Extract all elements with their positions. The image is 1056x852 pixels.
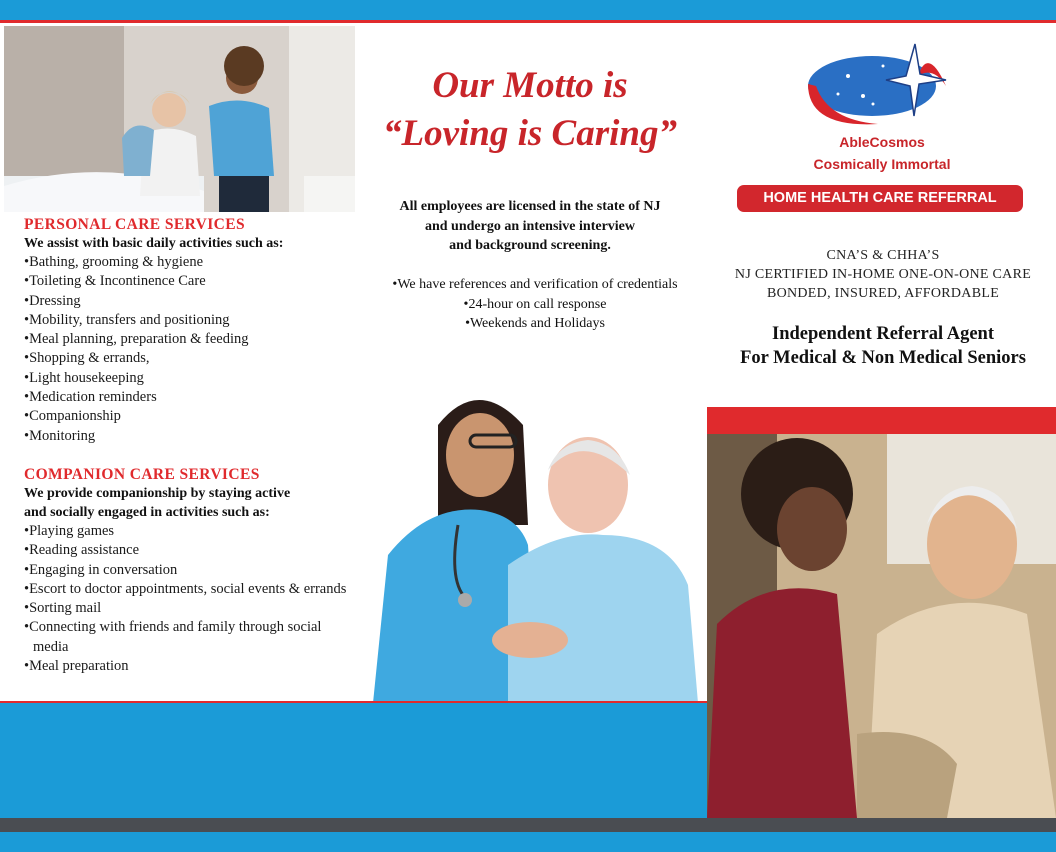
list-item: • 24-hour on call response	[365, 295, 705, 315]
list-item: • Toileting & Incontinence Care	[24, 272, 354, 291]
list-item: • We have references and verification of credentials	[365, 275, 705, 295]
list-item: • Mobility, transfers and positioning	[24, 311, 354, 330]
top-blue-bar	[0, 0, 1056, 20]
motto-line1: Our Motto is	[432, 65, 628, 106]
motto-heading	[365, 62, 695, 158]
cosmos-star-logo-icon	[768, 36, 996, 126]
companion-care-list	[24, 522, 349, 676]
list-item: • Meal preparation	[24, 657, 349, 676]
companion-care-intro-line1: We provide companionship by staying active	[24, 486, 291, 501]
certifications	[720, 246, 1046, 303]
list-item: • Light housekeeping	[24, 369, 354, 388]
agent-line1: Independent Referral Agent	[772, 324, 994, 344]
employees-statement	[370, 197, 690, 256]
companion-care-section	[24, 465, 349, 676]
list-item: • Monitoring	[24, 427, 354, 446]
list-item: • Bathing, grooming & hygiene	[24, 253, 354, 272]
list-item: • Connecting with friends and family through social media	[24, 618, 349, 657]
list-item: • Shopping & errands,	[24, 349, 354, 368]
employees-line3: and background screening.	[449, 238, 611, 253]
list-item: • Companionship	[24, 407, 354, 426]
referral-group-banner: HOME HEALTH CARE REFERRAL GROUP	[737, 185, 1023, 212]
personal-care-intro: We assist with basic daily activities such as:	[24, 236, 284, 251]
photo-caregiver-dressing-senior	[4, 26, 355, 212]
companion-care-intro-line2: and socially engaged in activities such as:	[24, 505, 270, 520]
cert-line3: BONDED, INSURED, AFFORDABLE	[766, 286, 1000, 301]
bottom-blue-band	[0, 703, 707, 818]
referral-agent-heading	[715, 322, 1051, 370]
list-item: • Meal planning, preparation & feeding	[24, 330, 354, 349]
list-item: • Dressing	[24, 292, 354, 311]
list-item: • Engaging in conversation	[24, 561, 349, 580]
employees-line1: All employees are licensed in the state of NJ	[399, 199, 661, 214]
list-item: • Medication reminders	[24, 388, 354, 407]
list-item: • Sorting mail	[24, 599, 349, 618]
list-item: • Escort to doctor appointments, social events & errands	[24, 580, 349, 599]
ablecosmos-logo	[768, 36, 996, 176]
personal-care-section	[24, 215, 354, 446]
employees-line2: and undergo an intensive interview	[424, 218, 635, 234]
cert-line1: CNA’S & CHHA’S	[826, 248, 940, 263]
cert-line2: NJ CERTIFIED IN-HOME ONE-ON-ONE CARE	[734, 267, 1032, 282]
list-item: • Playing games	[24, 522, 349, 541]
features-list	[365, 275, 705, 334]
logo-tagline: Cosmically Immortal	[813, 156, 951, 172]
personal-care-list	[24, 253, 354, 446]
personal-care-title: PERSONAL CARE SERVICES	[24, 216, 246, 233]
bottom-blue-bar	[0, 832, 1056, 852]
photo-nurse-with-senior	[368, 385, 706, 703]
photo-caregiver-laughing-with-senior	[707, 434, 1056, 818]
list-item: • Reading assistance	[24, 541, 349, 560]
logo-brand-name: AbleCosmos	[839, 134, 925, 150]
agent-line2: For Medical & Non Medical Seniors	[740, 348, 1026, 368]
companion-care-title: COMPANION CARE SERVICES	[24, 466, 260, 483]
motto-line2: “Loving is Caring”	[383, 113, 677, 154]
list-item: • Weekends and Holidays	[365, 314, 705, 334]
right-red-band	[707, 407, 1056, 434]
